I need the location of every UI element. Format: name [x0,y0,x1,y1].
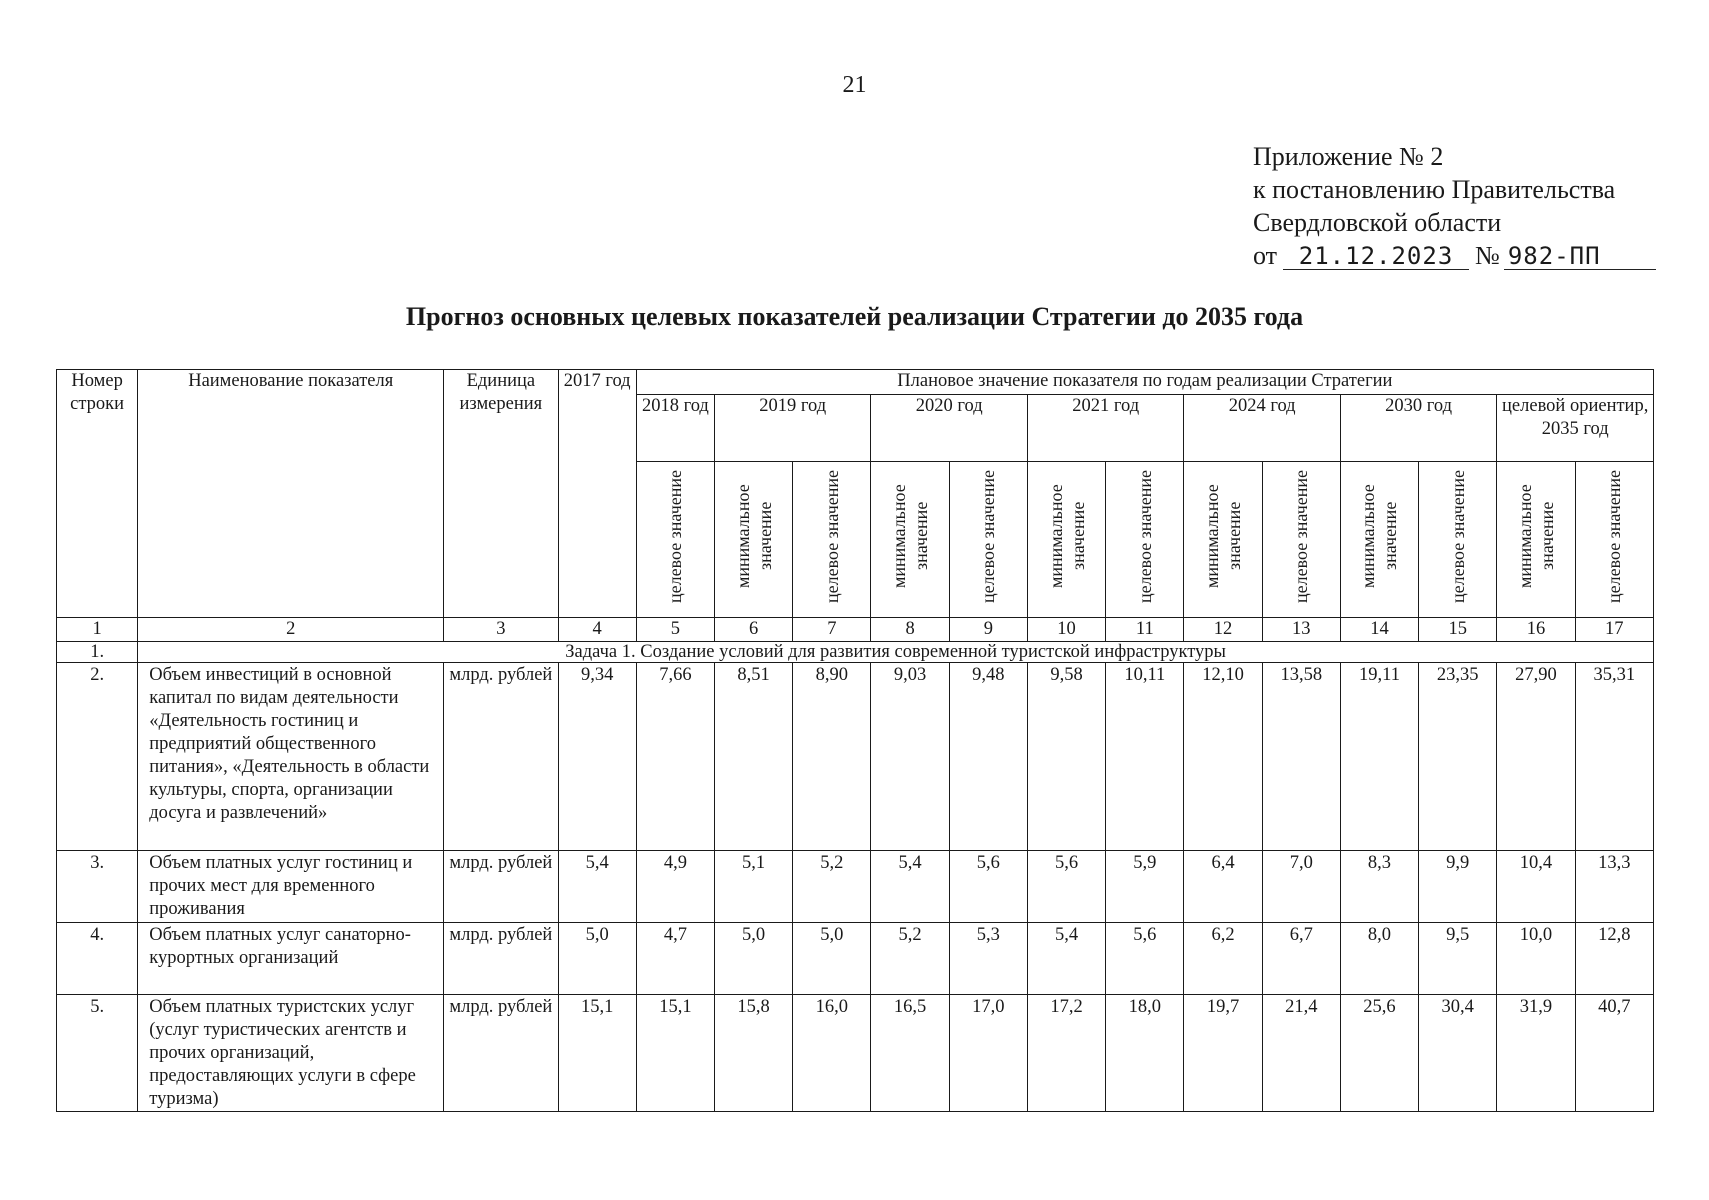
row-number: 2. [57,663,138,851]
cell-value: 8,51 [715,663,793,851]
column-number: 10 [1027,618,1105,642]
cell-value: 5,6 [949,851,1027,923]
cell-value: 6,4 [1184,851,1262,923]
appendix-block [1253,140,1656,272]
header-year: 2019 год [715,395,871,462]
header-value-type [871,462,949,618]
cell-value: 18,0 [1106,995,1184,1112]
cell-value: 12,8 [1575,923,1653,995]
cell-value: 35,31 [1575,663,1653,851]
cell-value: 9,48 [949,663,1027,851]
cell-value: 6,2 [1184,923,1262,995]
cell-value: 5,0 [558,923,636,995]
header-value-type [1027,462,1105,618]
cell-value: 8,90 [793,663,871,851]
cell-value: 40,7 [1575,995,1653,1112]
row-number: 3. [57,851,138,923]
appendix-line: Свердловской области [1253,208,1502,237]
column-number: 14 [1340,618,1418,642]
indicators-table [56,369,1654,1112]
cell-value: 30,4 [1419,995,1497,1112]
task-row-number: 1. [57,642,138,663]
header-value-type [793,462,871,618]
header-plan: Плановое значение показателя по годам реализации Стратегии [636,370,1653,395]
header-value-type [1575,462,1653,618]
cell-value: 9,03 [871,663,949,851]
value-type-label: минимальное значение [889,484,932,588]
row-number: 4. [57,923,138,995]
column-number: 5 [636,618,714,642]
cell-value: 19,11 [1340,663,1418,851]
cell-value: 13,3 [1575,851,1653,923]
cell-value: 15,1 [636,995,714,1112]
column-number: 12 [1184,618,1262,642]
cell-value: 15,1 [558,995,636,1112]
cell-value: 9,5 [1419,923,1497,995]
cell-value: 9,58 [1027,663,1105,851]
value-type-label: целевое значение [821,469,842,603]
cell-value: 5,9 [1106,851,1184,923]
table-row [57,923,1654,995]
indicator-name: Объем платных туристских услуг (услуг туристических агентств и прочих организаций, предоставляющих услуги в сфере туризма) [138,995,444,1112]
cell-value: 25,6 [1340,995,1418,1112]
cell-value: 27,90 [1497,663,1575,851]
column-number: 9 [949,618,1027,642]
cell-value: 12,10 [1184,663,1262,851]
cell-value: 5,1 [715,851,793,923]
header-year: 2024 год [1184,395,1340,462]
cell-value: 7,66 [636,663,714,851]
cell-value: 7,0 [1262,851,1340,923]
value-type-label: целевое значение [1291,469,1312,603]
column-number: 13 [1262,618,1340,642]
table-row [57,851,1654,923]
cell-value: 4,9 [636,851,714,923]
table-row [57,663,1654,851]
column-number: 3 [444,618,558,642]
value-type-label: целевое значение [1604,469,1625,603]
column-number: 2 [138,618,444,642]
column-number: 7 [793,618,871,642]
cell-value: 10,4 [1497,851,1575,923]
header-year: 2021 год [1027,395,1183,462]
column-numbers-row [57,618,1654,642]
unit: млрд. рублей [444,923,558,995]
unit: млрд. рублей [444,851,558,923]
cell-value: 5,4 [871,851,949,923]
header-year: 2020 год [871,395,1027,462]
cell-value: 5,3 [949,923,1027,995]
value-type-label: целевое значение [665,469,686,603]
cell-value: 16,0 [793,995,871,1112]
unit: млрд. рублей [444,663,558,851]
header-value-type [1262,462,1340,618]
cell-value: 13,58 [1262,663,1340,851]
header-value-type [1106,462,1184,618]
column-number: 11 [1106,618,1184,642]
cell-value: 23,35 [1419,663,1497,851]
cell-value: 10,11 [1106,663,1184,851]
task-title: Задача 1. Создание условий для развития современной туристской инфраструктуры [138,642,1654,663]
resolution-number: 982-ПП [1504,243,1656,270]
page-number: 21 [842,72,867,98]
cell-value: 9,9 [1419,851,1497,923]
value-type-label: минимальное значение [1045,484,1088,588]
cell-value: 8,0 [1340,923,1418,995]
cell-value: 5,0 [793,923,871,995]
value-type-label: минимальное значение [732,484,775,588]
cell-value: 5,2 [793,851,871,923]
cell-value: 5,4 [1027,923,1105,995]
appendix-line: к постановлению Правительства [1253,175,1616,204]
header-value-type [1184,462,1262,618]
cell-value: 19,7 [1184,995,1262,1112]
cell-value: 17,2 [1027,995,1105,1112]
from-prefix: от [1253,241,1278,270]
value-type-label: минимальное значение [1202,484,1245,588]
task-row [57,642,1654,663]
column-number: 1 [57,618,138,642]
row-number: 5. [57,995,138,1112]
column-number: 17 [1575,618,1653,642]
header-row-no: Номер строки [57,370,138,618]
cell-value: 5,0 [715,923,793,995]
document-title: Прогноз основных целевых показателей реализации Стратегии до 2035 года [405,302,1304,331]
value-type-label: минимальное значение [1514,484,1557,588]
header-value-type [949,462,1027,618]
cell-value: 17,0 [949,995,1027,1112]
cell-value: 5,6 [1106,923,1184,995]
header-value-type [715,462,793,618]
header-year: 2018 год [636,395,714,462]
indicator-name: Объем инвестиций в основной капитал по видам деятельности «Деятельность гостиниц и предприятий общественного питания», «Деятельность в области культуры, спорта, организации досуга и развлечений» [138,663,444,851]
column-number: 6 [715,618,793,642]
header-row [57,370,1654,395]
cell-value: 31,9 [1497,995,1575,1112]
indicator-name: Объем платных услуг санаторно-курортных организаций [138,923,444,995]
column-number: 4 [558,618,636,642]
cell-value: 5,2 [871,923,949,995]
cell-value: 6,7 [1262,923,1340,995]
number-sign: № [1475,241,1500,270]
resolution-date: 21.12.2023 [1283,243,1469,270]
header-value-type [636,462,714,618]
cell-value: 9,34 [558,663,636,851]
header-year: 2030 год [1340,395,1496,462]
header-value-type [1497,462,1575,618]
cell-value: 5,6 [1027,851,1105,923]
indicator-name: Объем платных услуг гостиниц и прочих мест для временного проживания [138,851,444,923]
value-type-label: целевое значение [1134,469,1155,603]
table-row [57,995,1654,1112]
cell-value: 4,7 [636,923,714,995]
header-value-type [1340,462,1418,618]
cell-value: 16,5 [871,995,949,1112]
cell-value: 8,3 [1340,851,1418,923]
header-value-type [1419,462,1497,618]
header-base-year: 2017 год [558,370,636,618]
column-number: 16 [1497,618,1575,642]
cell-value: 21,4 [1262,995,1340,1112]
resolution-reference [1253,239,1656,272]
header-unit: Единица измерения [444,370,558,618]
column-number: 15 [1419,618,1497,642]
column-number: 8 [871,618,949,642]
cell-value: 5,4 [558,851,636,923]
header-year: целевой ориентир, 2035 год [1497,395,1654,462]
cell-value: 10,0 [1497,923,1575,995]
cell-value: 15,8 [715,995,793,1112]
header-name: Наименование показателя [138,370,444,618]
unit: млрд. рублей [444,995,558,1112]
value-type-label: целевое значение [978,469,999,603]
appendix-line: Приложение № 2 [1253,142,1444,171]
value-type-label: целевое значение [1447,469,1468,603]
value-type-label: минимальное значение [1358,484,1401,588]
